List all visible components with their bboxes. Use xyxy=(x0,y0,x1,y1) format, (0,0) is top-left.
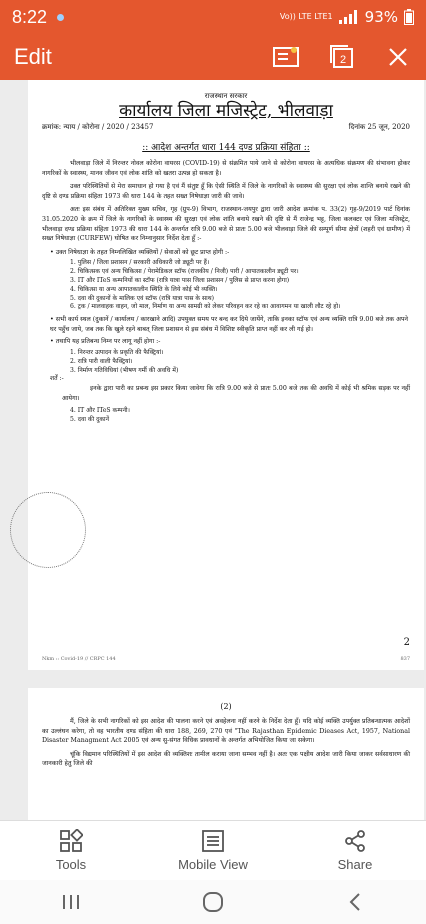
list-item: 2. रात्रि पारी वाली फैक्ट्रियां। xyxy=(70,357,133,365)
doc-para-3: अतः इस संबंध में अतिरिक्त मुख्य सचिव, गृह (ग्रुप-9) विभाग, राजस्थान-जयपुर द्वारा जारी आदेश क्रमांक प. 33(2) गृह-9/2019 पार्ट दिनांक 31.05.2020 के क्रम में जिले के नागरिकों के स्वास्थ्य की सुरक्षा एवं लोक शांति बनाये रखने की दृष्टि से मैं राजेन्द्र भट्ट, जिला कलक्टर एवं जिला मजिस्ट्रेट, भीलवाड़ा दण्ड प्रक्रिया संहिता 1973 की धारा 144 के अन्तर्गत रात्रि 9.00 बजे से प्रातः 5.00 बजे भीलवाड़ा जिले की सम्पूर्ण सीमा क्षेत्रों (शहरी एवं ग्रामीण) में सख्त निषेधाज्ञा (CURFEW) घोषित कर निम्नानुसार निर्देश देता हूँ :- xyxy=(42,206,410,243)
doc-footer-left: Nkm :: Covid-19 // CRPC 144 xyxy=(42,656,116,662)
list-item: 5. दवा की दुकानों के मालिक एवं स्टॉफ (रात्रि यात्रा पास के साथ) xyxy=(70,294,214,302)
system-nav-bar xyxy=(0,880,426,924)
document-viewer[interactable] xyxy=(0,80,426,820)
page-count-text: 2 xyxy=(340,54,347,66)
share-button[interactable] xyxy=(300,829,410,872)
app-bar-actions xyxy=(272,45,412,69)
doc-bullet-3-text: तथापि यह प्रतिबन्ध निम्न पर लागू नहीं होगा :- xyxy=(55,338,161,346)
tools-button[interactable] xyxy=(16,829,126,872)
network-indicator: Vo)) LTE LTE1 xyxy=(279,12,333,21)
page-number: 2 xyxy=(403,637,410,648)
page2-para-1: मैं, जिले के सभी नागरिकों को इस आदेश की पालना करने एवं अवहेलना नहीं करने के निर्देश देता हूँ। यदि कोई व्यक्ति उपर्युक्त प्रतिबन्धात्मक आदेशों का उल्लंघन करेगा, तो वह भारतीय दण्ड संहिता की धारा 188, 269, 270 एवं "The Rajasthan Epidemic Dieases Act, 1957, National Disaster Managment Act 2005 एवं अन्य सु-संगत विधिक प्रावधानों के अन्तर्गत अभियोजित किया जा सकेगा। xyxy=(42,718,410,745)
home-button[interactable] xyxy=(193,887,233,917)
status-right xyxy=(280,8,414,26)
factory-list xyxy=(42,349,410,375)
recent-apps-button[interactable] xyxy=(51,887,91,917)
page2-header: (2) xyxy=(220,702,232,711)
doc-condition: इनके द्वारा पारी का प्रबन्ध इस प्रकार किया जावेगा कि रात्रि 9.00 बजे से प्रातः 5.00 बजे तक की अवधि में कोई भी श्रमिक सड़क पर नहीं आयेगा। xyxy=(62,385,410,402)
notification-dot-icon xyxy=(57,14,64,21)
exemption-list xyxy=(42,259,410,312)
doc-para-2: उक्त परिस्थितियों से मेरा समाधान हो गया है एवं मैं संतुष्ट हूँ कि ऐसी स्थिति में जिले के नागरिकों के स्वास्थ्य की सुरक्षा एवं लोक शान्ति बनाये रखने की दृष्टि से दण्ड प्रक्रिया संहिता 1973 की धारा 144 के तहत सख्त निषेधाज्ञा जारी की जावे। xyxy=(42,183,410,200)
doc-para-1: भीलवाड़ा जिले में निरन्तर नोवल कोरोना वायरस (COVID-19) से संक्रमित पाये जाने से कोरोना वायरस के अत्यधिक संक्रमण की संभावना होकर नागरिकों के स्वास्थ्य, मानव जीवन एवं लोक शांति को खतरा उत्पन्न हो सकता है। xyxy=(42,160,410,177)
tools-grid-icon xyxy=(59,829,83,853)
edit-title: Edit xyxy=(14,44,52,69)
doc-bullet-3: • तथापि यह प्रतिबन्ध निम्न पर लागू नहीं होगा :- xyxy=(50,338,161,346)
doc-office-title: कार्यालय जिला मजिस्ट्रेट, भीलवाड़ा xyxy=(119,101,333,121)
list-item: 3. निर्माण गतिविधियां (भीषण गर्मी की अवधि में) xyxy=(70,366,179,374)
doc-bullet-1: • उक्त निषेधाज्ञा के तहत निम्नलिखित व्यक्तियों / सेवाओं को छूट प्राप्त होगी :- xyxy=(50,248,230,256)
share-label: Share xyxy=(337,857,373,872)
document-page-2 xyxy=(28,688,424,820)
close-icon xyxy=(388,47,408,67)
office-seal-stamp xyxy=(10,492,86,568)
status-bar xyxy=(0,0,426,34)
mobile-view-icon xyxy=(201,829,225,853)
list-item: 2. चिकित्सक एवं अन्य चिकित्सा / पेरामेडिकल स्टॉफ (राजकीय / निजी) पारी / आपातकालीन ड्यूटी पर। xyxy=(70,268,299,276)
mobile-view-button[interactable] xyxy=(158,829,268,872)
battery-icon xyxy=(404,9,414,25)
recent-apps-icon xyxy=(61,893,81,911)
doc-ref-row xyxy=(42,123,410,132)
close-button[interactable] xyxy=(384,45,412,69)
back-chevron-icon xyxy=(348,892,362,912)
list-item: 1. पुलिस / जिला प्रशासन / सरकारी अधिकारी जो ड्यूटी पर हैं। xyxy=(70,259,210,267)
doc-condition-label: शर्तें :- xyxy=(50,375,64,383)
document-page-1 xyxy=(28,80,424,670)
doc-footer-right: 837 xyxy=(400,656,410,662)
battery-percent: 93% xyxy=(364,8,398,26)
doc-bullet-2: • सभी कार्य स्थल (दुकानें / कार्यालय / कारखाने आदि) उपयुक्त समय पर बन्द कर दिये जायेंगे, ताकि इनका स्टॉफ एवं अन्य व्यक्ति रात्रि 9.00 बजे तक अपने घर पहुँच जाये, जब तक कि खुले रहने बाबत् जिला प्रशासन से इस संबंध में विशिष्ट स्वीकृति प्राप्त नहीं कर ली गई हो। xyxy=(50,316,409,333)
status-time: 8:22 xyxy=(12,6,48,27)
page2-para-2: चूंकि विद्यमान परिस्थितियों में इस आदेश की व्यक्तिशः तामील कराया जाना सम्भव नहीं है। अतः एक पक्षीय आदेश जारी किया जाकर सर्वसाधारण की जानकारी हेतु जिले की xyxy=(42,750,410,768)
share-icon xyxy=(343,829,367,853)
page-view-button[interactable] xyxy=(328,45,356,69)
mobile-view-label: Mobile View xyxy=(178,857,248,872)
list-item: 4. IT और ITeS कम्पनी। xyxy=(70,407,130,415)
list-item: 1. निरन्तर उत्पादन के प्रकृति की फैक्ट्रियां। xyxy=(70,348,164,356)
list-item: 5. दवा की दुकानें xyxy=(70,416,109,424)
extra-list xyxy=(42,407,410,425)
home-icon xyxy=(202,891,224,913)
reader-mode-icon xyxy=(273,46,299,68)
reader-mode-button[interactable] xyxy=(272,45,300,69)
tools-label: Tools xyxy=(55,857,87,872)
list-item: 3. IT और ITeS कम्पनियों का स्टॉफ (रात्रि यात्रा पास जिला प्रशासन / पुलिस से प्राप्त करना होगा) xyxy=(70,276,290,284)
app-bar xyxy=(0,34,426,80)
doc-bullet-2-text: सभी कार्य स्थल (दुकानें / कार्यालय / कारखाने आदि) उपयुक्त समय पर बन्द कर दिये जायेंगे, ताकि इनका स्टॉफ एवं अन्य व्यक्ति रात्रि 9.00 बजे तक अपने घर पहुँच जाये, जब तक कि खुले रहने बाबत् जिला प्रशासन से इस संबंध में विशिष्ट स्वीकृति प्राप्त नहीं कर ली गई हो। xyxy=(50,316,409,333)
list-item: 4. चिकित्सा या अन्य आपातकालीन स्थिति के लिये कोई भी व्यक्ति। xyxy=(70,285,218,293)
doc-subject: :: आदेश अन्तर्गत धारा 144 दण्ड प्रक्रिया संहिता :: xyxy=(142,143,310,153)
bottom-toolbar xyxy=(0,820,426,880)
signal-icon xyxy=(339,10,359,24)
doc-bullet-1-text: उक्त निषेधाज्ञा के तहत निम्नलिखित व्यक्तियों / सेवाओं को छूट प्राप्त होगी :- xyxy=(55,248,230,256)
doc-ref-number: क्रमांक: न्याय / कोरोना / 2020 / 23457 xyxy=(42,123,154,131)
page-count-icon xyxy=(329,45,355,69)
list-item: 6. ट्रक / मालवाहक वाहन, जो माल, निर्माण या अन्य सामग्री को लेकर परिवहन कर रहे का आवागमन या खाली लौट रहे हो। xyxy=(70,303,341,311)
doc-date: दिनांक 25 जून, 2020 xyxy=(348,123,410,131)
back-button[interactable] xyxy=(335,887,375,917)
doc-state: राजस्थान सरकार xyxy=(204,92,248,100)
